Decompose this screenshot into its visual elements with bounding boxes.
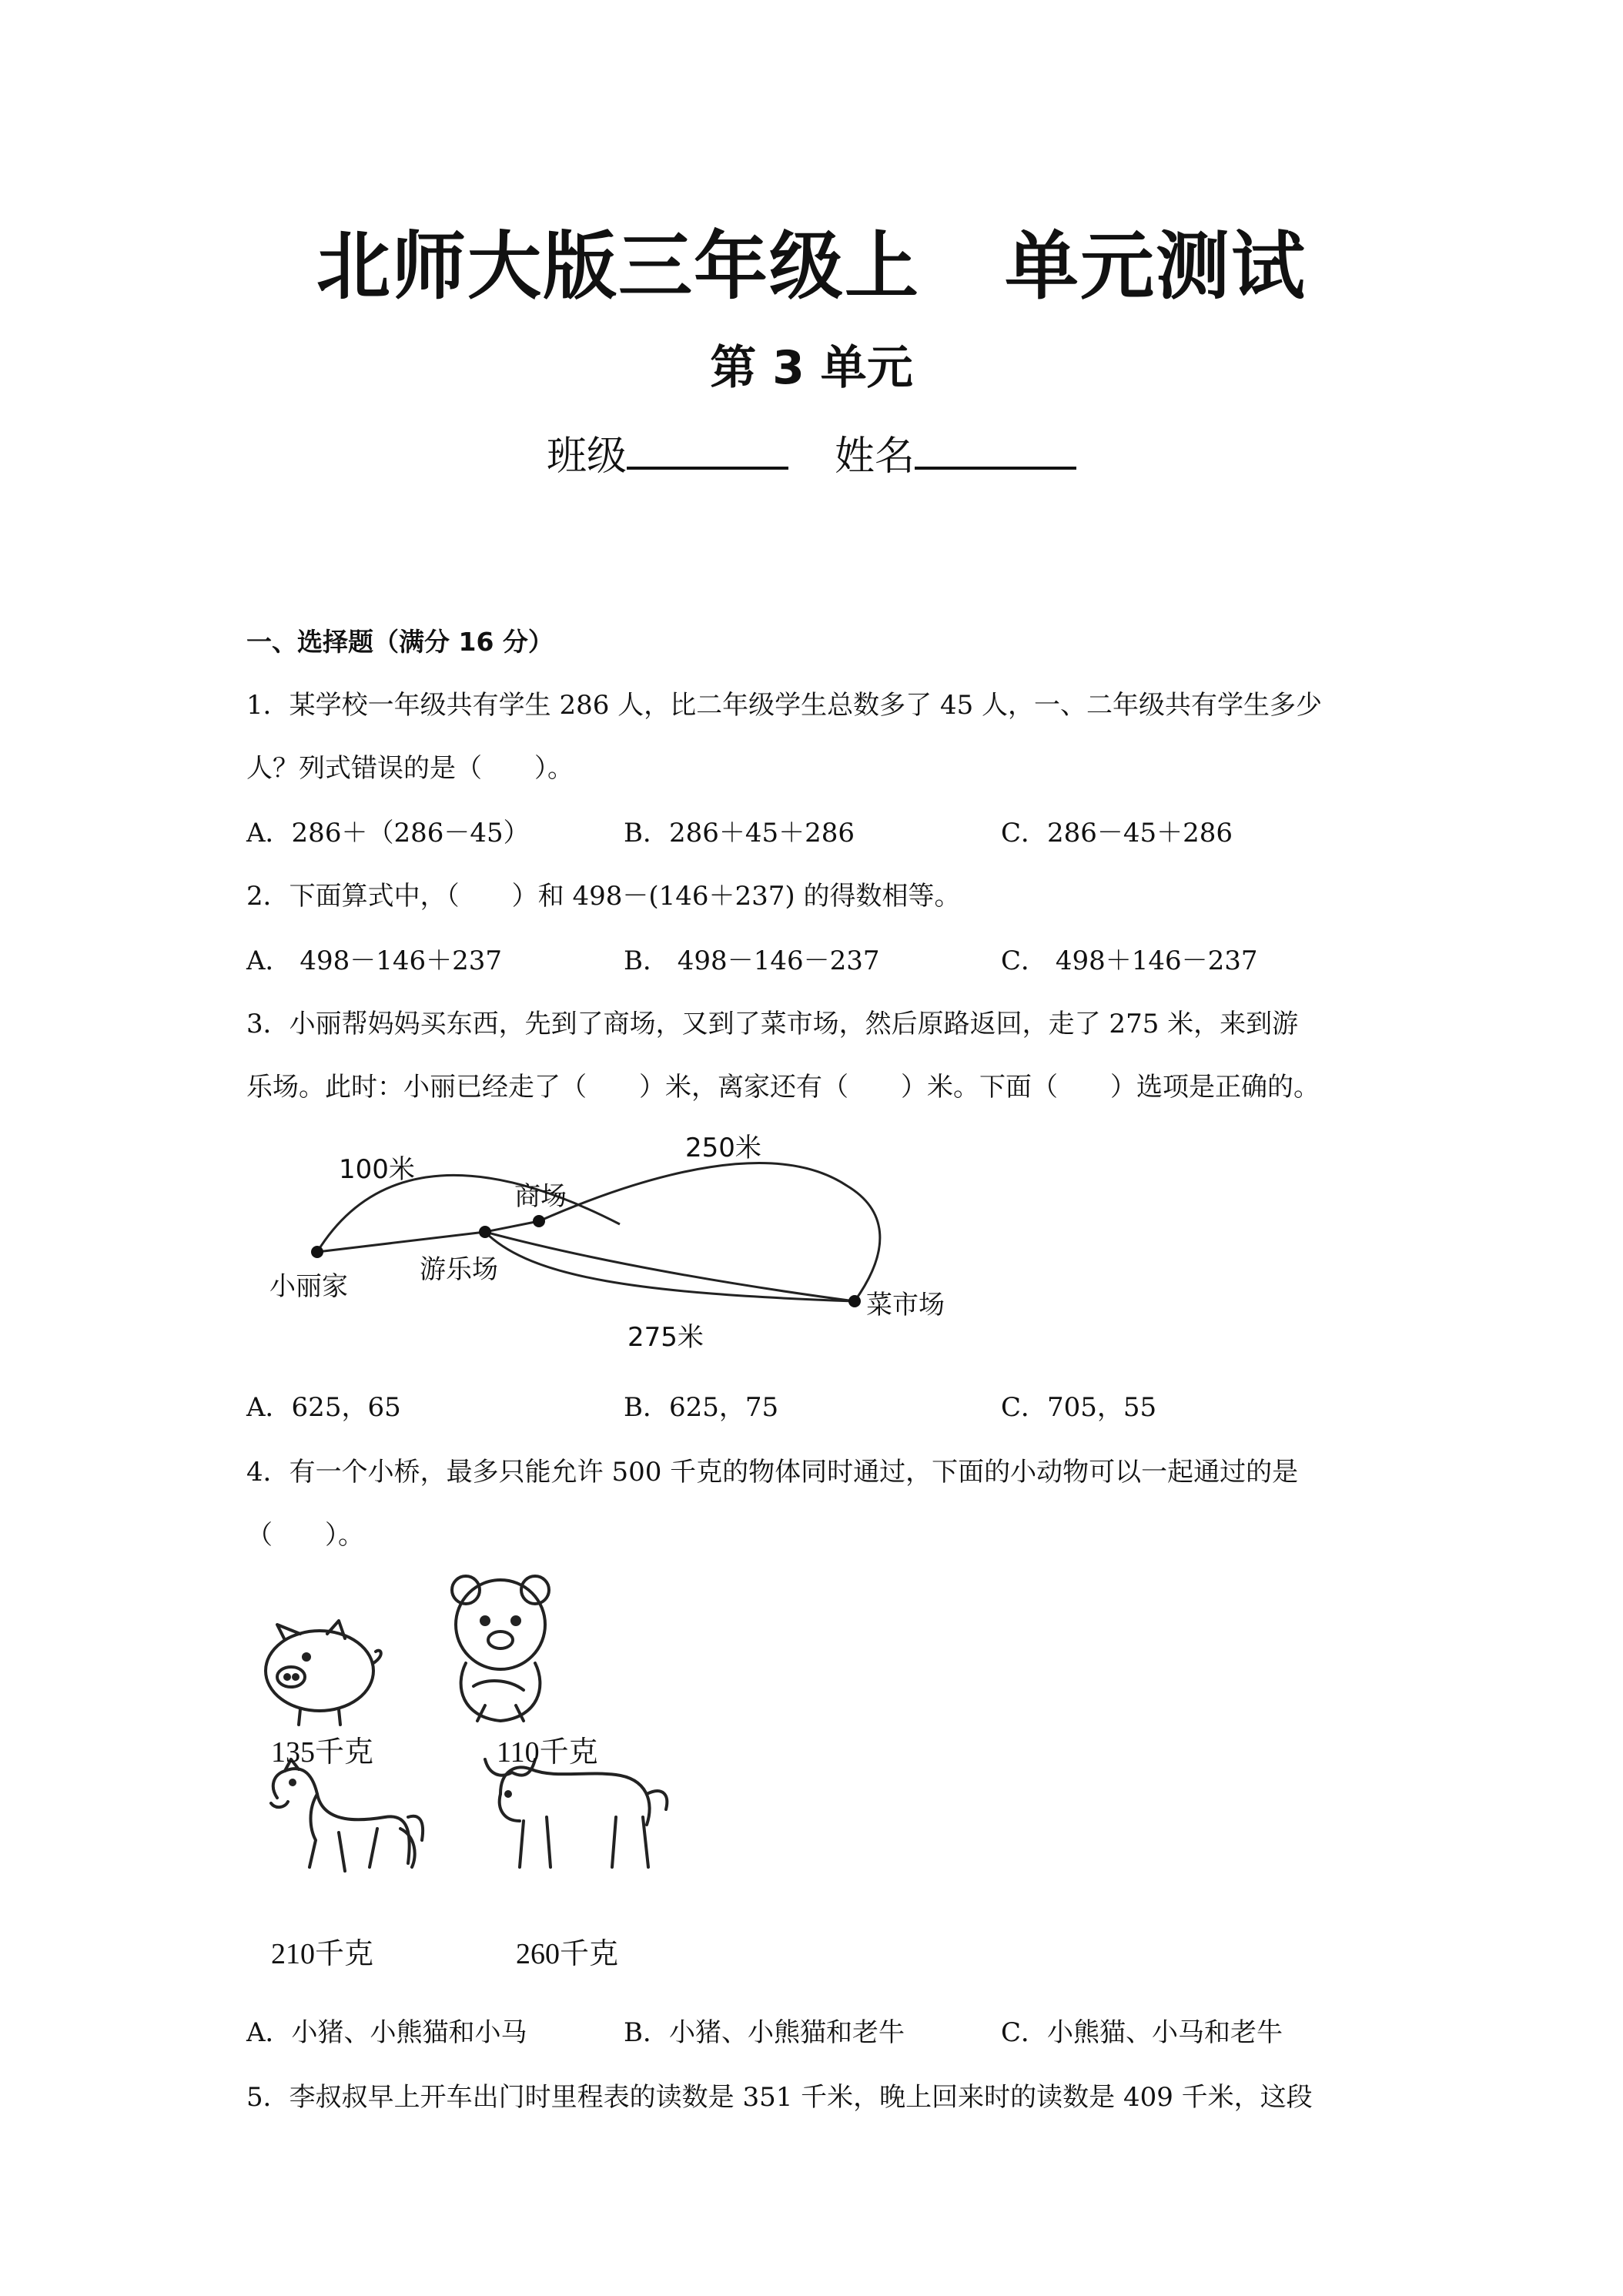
unit-title: 第 3 单元: [710, 341, 913, 395]
q4-line1: 4．有一个小桥，最多只能允许 500 千克的物体同时通过，下面的小动物可以一起通过的是: [246, 1457, 1299, 1488]
ox-icon: [485, 1759, 667, 1867]
animals-figure: [254, 1563, 685, 1979]
class-blank[interactable]: [627, 433, 788, 470]
route-market-playground-lower: [485, 1232, 855, 1301]
name-blank[interactable]: [915, 433, 1076, 470]
route-diagram: [254, 1124, 978, 1355]
q1-line2: 人？列式错误的是（ ）。: [246, 753, 574, 784]
q3-option-b[interactable]: B．625，75: [624, 1392, 779, 1423]
label-playground: 游乐场: [420, 1254, 498, 1285]
section-heading: 一、选择题（满分 16 分）: [246, 627, 554, 657]
q2-line1: 2．下面算式中，（ ）和 498－(146＋237) 的得数相等。: [246, 881, 961, 912]
q4-line2: （ ）。: [246, 1520, 364, 1551]
panda-weight: 110千克: [497, 1736, 598, 1769]
market-dot: [848, 1295, 861, 1307]
label-home: 小丽家: [269, 1271, 348, 1302]
label-market: 菜市场: [866, 1290, 945, 1320]
q3-line1: 3．小丽帮妈妈买东西，先到了商场，又到了菜市场，然后原路返回，走了 275 米，来到游: [246, 1009, 1299, 1039]
q1-option-b[interactable]: B．286＋45＋286: [624, 818, 855, 848]
pig-weight: 135千克: [271, 1736, 374, 1769]
label-275m: 275米: [627, 1322, 704, 1353]
horse-icon: [271, 1759, 423, 1871]
q3-option-c[interactable]: C．705，55: [1001, 1392, 1157, 1423]
home-dot: [311, 1246, 323, 1258]
q1-option-c[interactable]: C．286－45＋286: [1001, 818, 1233, 848]
title-part2: 单元测试: [1005, 223, 1307, 310]
q1-line1: 1．某学校一年级共有学生 286 人，比二年级学生总数多了 45 人，一、二年级共有学生多少: [246, 690, 1323, 721]
q1-option-a[interactable]: A．286＋（286－45）: [246, 818, 530, 848]
title-part1: 北师大版三年级上: [316, 223, 920, 310]
ox-weight: 260千克: [516, 1938, 619, 1970]
mall-dot: [533, 1215, 545, 1227]
pig-icon: [266, 1621, 381, 1725]
horse-weight: 210千克: [271, 1938, 374, 1970]
route-home-playground: [317, 1232, 485, 1252]
panda-icon: [452, 1576, 549, 1721]
student-info: [0, 423, 1623, 481]
label-250m: 250米: [685, 1133, 761, 1163]
q2-option-a[interactable]: A． 498－146＋237: [246, 946, 503, 976]
q3-line2: 乐场。此时：小丽已经走了（ ）米，离家还有（ ）米。下面（ ）选项是正确的。: [246, 1072, 1320, 1103]
name-label: 姓名: [835, 433, 915, 480]
q2-option-c[interactable]: C． 498＋146－237: [1001, 946, 1258, 976]
q4-option-c[interactable]: C．小熊猫、小马和老牛: [1001, 2017, 1283, 2048]
label-mall: 商场: [514, 1181, 567, 1212]
q2-option-b[interactable]: B． 498－146－237: [624, 946, 880, 976]
route-playground-market-middle: [485, 1232, 855, 1301]
q5-line1: 5．李叔叔早上开车出门时里程表的读数是 351 千米，晚上回来时的读数是 409 千米，这段: [246, 2082, 1313, 2113]
route-playground-mall: [485, 1221, 539, 1232]
playground-dot: [479, 1226, 491, 1238]
route-home-mall-curve: [317, 1175, 620, 1252]
class-label: 班级: [546, 433, 627, 480]
q3-option-a[interactable]: A．625，65: [246, 1392, 401, 1423]
q4-option-a[interactable]: A．小猪、小熊猫和小马: [246, 2017, 527, 2048]
page-title: [0, 208, 1623, 313]
q4-option-b[interactable]: B．小猪、小熊猫和老牛: [624, 2017, 905, 2048]
label-100m: 100米: [339, 1154, 415, 1185]
